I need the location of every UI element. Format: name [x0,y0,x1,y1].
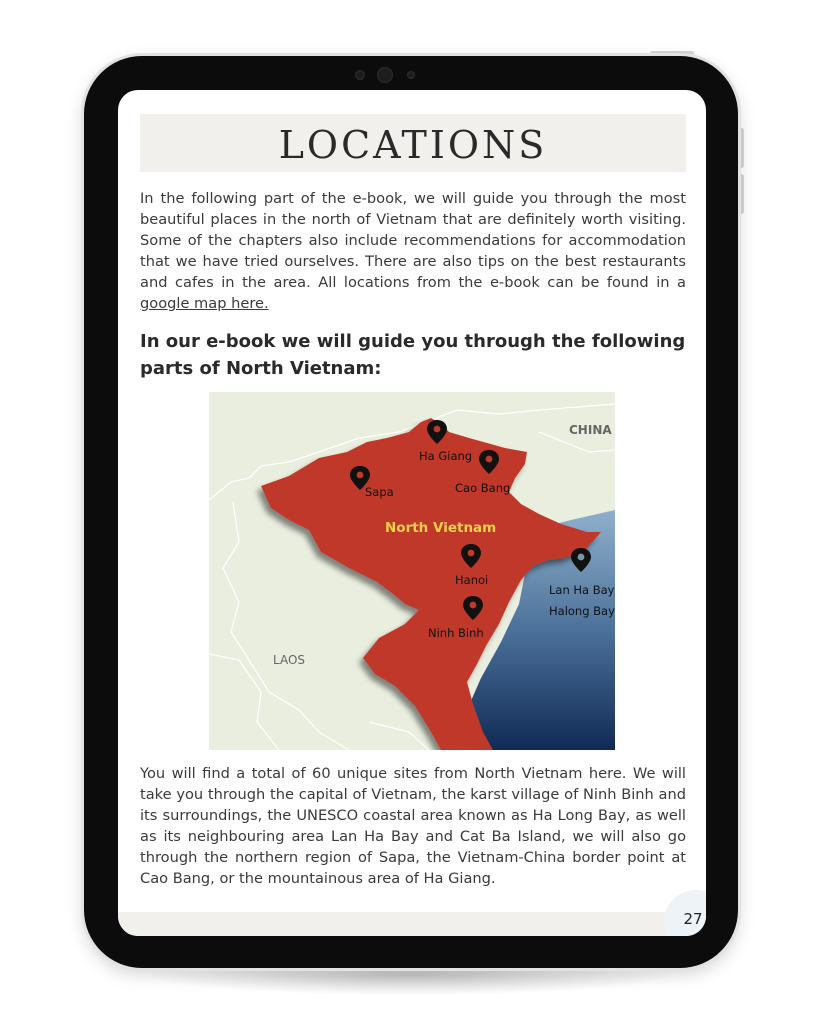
section-heading: In our e-book we will guide you through the following parts of North Vietnam: [140,331,686,379]
volume-up-button [739,128,744,168]
intro-paragraph [140,188,686,314]
country-label-laos: LAOS [273,653,306,667]
location-label-ninh-binh: Ninh Binh [428,626,484,640]
volume-down-button [739,174,744,214]
north-vietnam-map [209,392,615,750]
country-label-china: CHINA [569,423,612,437]
outro-paragraph: You will find a total of 60 unique sites from North Vietnam here. We will take you through the capital of Vietnam, the karst village of Ninh Binh and its surroundings, the UNESCO coastal area known as Ha Long Bay, as well as its neighbouring area Lan Ha Bay and Cat Ba Island, we will also go through the northern region of Sapa, the Vietnam-China border point at Cao Bang, or the mountainous area of Ha Giang. [140,765,686,887]
intro-text: In the following part of the e-book, we will guide you through the most beautiful places in the north of Vietnam that are definitely worth visiting. Some of the chapters also include recommendations for accommodation that we have tried ourselves. There are also tips on the best restaurants and cafes in the area. All locations from the e-book can be found in a [140,190,686,291]
google-map-link[interactable]: google map here. [140,295,269,312]
location-label-sapa: Sapa [365,485,394,499]
location-label-ha-giang: Ha Giang [419,449,473,463]
location-label-cao-bang: Cao Bang [455,481,511,495]
page-title: LOCATIONS [278,123,548,167]
region-label: North Vietnam [385,520,497,536]
location-label-hanoi: Hanoi [455,573,489,587]
camera-lens [377,67,393,83]
ebook-page [118,90,706,936]
footer-band [118,912,706,936]
location-label-halong-bay: Halong Bay [549,604,615,618]
location-label-lan-ha-bay: Lan Ha Bay [549,583,615,597]
page-number: 27 [683,910,703,928]
sensor-dot [407,71,415,79]
title-band [140,114,686,172]
sensor-dot [355,70,365,80]
